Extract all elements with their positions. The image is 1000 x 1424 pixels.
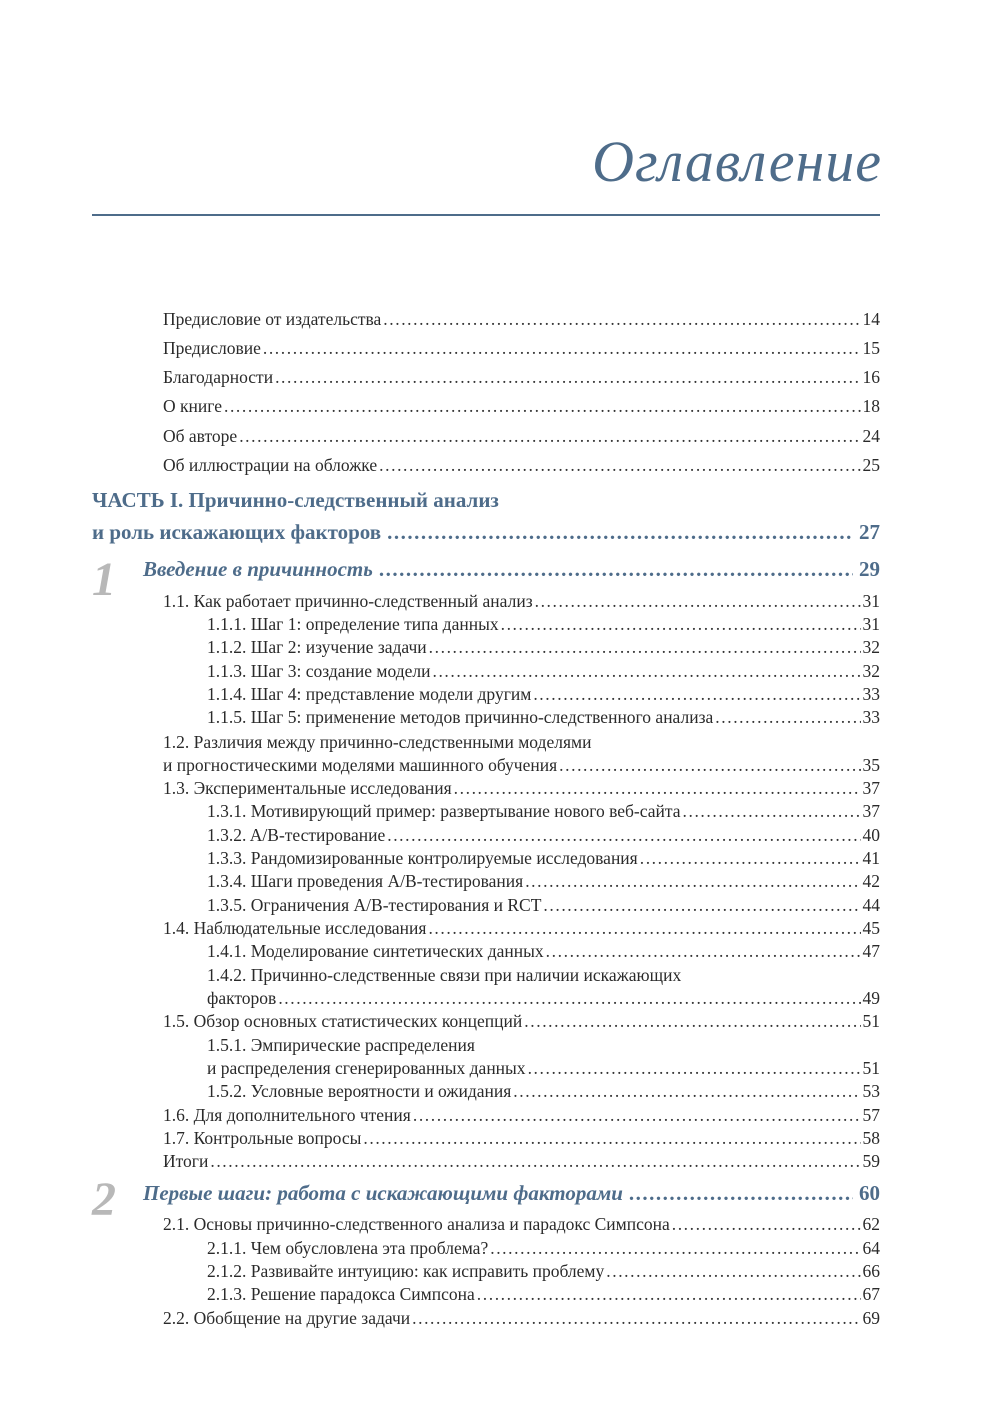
toc-entry[interactable] <box>163 916 880 940</box>
leader-dots <box>715 705 860 729</box>
toc-entry[interactable] <box>207 939 880 963</box>
toc-entry-label: 2.1.2. Развивайте интуицию: как исправить проблему <box>207 1261 605 1281</box>
toc-entry-page: 47 <box>862 941 880 961</box>
leader-dots <box>239 424 860 448</box>
toc-entry[interactable] <box>163 1103 880 1127</box>
toc-entry[interactable] <box>207 869 880 893</box>
toc-entry-label: 2.1.1. Чем обусловлена эта проблема? <box>207 1238 489 1258</box>
leader-dots <box>559 753 860 777</box>
leader-dots <box>533 682 860 706</box>
toc-entry-page: 14 <box>862 309 880 329</box>
toc-entry-label: и прогностическими моделями машинного обучения <box>163 755 558 775</box>
leader-dots <box>528 1056 861 1080</box>
leader-dots <box>606 1259 860 1283</box>
leader-dots <box>387 517 853 547</box>
toc-entry-page: 32 <box>862 661 880 681</box>
toc-entry-label: Предисловие <box>163 338 261 358</box>
toc-entry-label: Предисловие от издательства <box>163 309 382 329</box>
toc-entry[interactable] <box>163 589 880 613</box>
toc-entry-label: 1.4.1. Моделирование синтетических данных <box>207 941 544 961</box>
toc-entry-page: 37 <box>862 778 880 798</box>
toc-entry[interactable] <box>163 1009 880 1033</box>
toc-entry-page: 15 <box>862 338 880 358</box>
toc-entry-label: 1.3.3. Рандомизированные контролируемые исследования <box>207 848 638 868</box>
toc-entry-label: 2.1. Основы причинно-следственного анализа и парадокс Симпсона <box>163 1214 670 1234</box>
toc-entry-page: 51 <box>862 1058 880 1078</box>
leader-dots <box>210 1149 860 1173</box>
toc-entry-page: 62 <box>862 1214 880 1234</box>
toc-entry-first-line[interactable]: 1.2. Различия между причинно-следственными моделями <box>163 732 592 752</box>
toc-entry-page: 31 <box>862 591 880 611</box>
toc-entry[interactable] <box>207 659 880 683</box>
toc-entry-label: 1.1.5. Шаг 5: применение методов причинно-следственного анализа <box>207 707 714 727</box>
leader-dots <box>428 916 860 940</box>
chapter-page: 60 <box>859 1181 880 1205</box>
chapter-number: 1 <box>92 553 116 606</box>
toc-entry-page: 66 <box>862 1261 880 1281</box>
leader-dots <box>278 986 860 1010</box>
toc-entry[interactable] <box>207 1259 880 1283</box>
toc-entry-label: 2.1.3. Решение парадокса Симпсона <box>207 1284 475 1304</box>
leader-dots <box>275 365 860 389</box>
leader-dots <box>387 823 860 847</box>
toc-entry-page: 41 <box>862 848 880 868</box>
toc-entry-label: факторов <box>207 988 277 1008</box>
toc-entry[interactable] <box>163 453 880 477</box>
leader-dots <box>524 1009 860 1033</box>
part-heading-row[interactable] <box>92 517 880 547</box>
toc-entry-page: 59 <box>862 1151 880 1171</box>
toc-entry-label: 1.3.4. Шаги проведения A/B-тестирования <box>207 871 524 891</box>
toc-entry-label: О книге <box>163 396 222 416</box>
toc-entry[interactable] <box>163 394 880 418</box>
chapter-heading[interactable] <box>143 554 880 584</box>
toc-entry-page: 45 <box>862 918 880 938</box>
chapter-heading[interactable] <box>143 1178 880 1208</box>
toc-entry-page: 64 <box>862 1238 880 1258</box>
leader-dots <box>672 1212 861 1236</box>
toc-entry[interactable] <box>163 336 880 360</box>
toc-entry[interactable] <box>163 424 880 448</box>
title-rule <box>92 214 880 216</box>
toc-entry[interactable] <box>163 753 880 777</box>
toc-entry-page: 53 <box>862 1081 880 1101</box>
toc-entry-label: и распределения сгенерированных данных <box>207 1058 526 1078</box>
toc-entry[interactable] <box>207 1056 880 1080</box>
toc-entry-label: 1.3. Экспериментальные исследования <box>163 778 452 798</box>
toc-entry-label: 1.1.2. Шаг 2: изучение задачи <box>207 637 427 657</box>
toc-entry-label: 1.1.1. Шаг 1: определение типа данных <box>207 614 499 634</box>
leader-dots <box>429 635 861 659</box>
leader-dots <box>535 589 861 613</box>
toc-entry-label: 1.3.2. A/B-тестирование <box>207 825 386 845</box>
toc-entry-label: Об авторе <box>163 426 238 446</box>
leader-dots <box>379 554 853 584</box>
leader-dots <box>525 869 860 893</box>
toc-entry[interactable] <box>163 365 880 389</box>
leader-dots <box>413 1103 861 1127</box>
leader-dots <box>629 1178 853 1208</box>
leader-dots <box>363 1126 860 1150</box>
leader-dots <box>543 893 860 917</box>
part-heading[interactable]: ЧАСТЬ I. Причинно-следственный анализ <box>92 488 499 512</box>
toc-entry-page: 51 <box>862 1011 880 1031</box>
toc-entry-label: 1.6. Для дополнительного чтения <box>163 1105 411 1125</box>
leader-dots <box>490 1236 860 1260</box>
toc-entry[interactable] <box>163 1306 880 1330</box>
toc-entry-page: 49 <box>862 988 880 1008</box>
toc-entry[interactable] <box>207 986 880 1010</box>
leader-dots <box>263 336 861 360</box>
toc-entry-page: 24 <box>862 426 880 446</box>
toc-entry-label: 1.7. Контрольные вопросы <box>163 1128 362 1148</box>
toc-entry-page: 44 <box>862 895 880 915</box>
toc-entry[interactable] <box>207 846 880 870</box>
part-heading-label: и роль искажающих факторов <box>92 520 382 544</box>
toc-entry-page: 33 <box>862 707 880 727</box>
leader-dots <box>454 776 861 800</box>
toc-entry-label: 1.5. Обзор основных статистических концепций <box>163 1011 523 1031</box>
leader-dots <box>224 394 861 418</box>
chapter-title: Введение в причинность <box>143 557 373 581</box>
toc-entry[interactable] <box>163 1126 880 1150</box>
toc-entry-page: 32 <box>862 637 880 657</box>
toc-entry-page: 57 <box>862 1105 880 1125</box>
toc-entry[interactable] <box>207 682 880 706</box>
leader-dots <box>477 1282 861 1306</box>
leader-dots <box>432 659 860 683</box>
toc-entry-page: 69 <box>862 1308 880 1328</box>
leader-dots <box>501 612 861 636</box>
toc-entry[interactable] <box>207 705 880 729</box>
toc-entry-page: 16 <box>862 367 880 387</box>
leader-dots <box>379 453 860 477</box>
toc-entry-page: 35 <box>862 755 880 775</box>
toc-entry-page: 33 <box>862 684 880 704</box>
chapter-number: 2 <box>92 1173 116 1226</box>
toc-entry[interactable] <box>207 799 880 823</box>
toc-entry[interactable] <box>163 1212 880 1236</box>
toc-entry-page: 42 <box>862 871 880 891</box>
toc-entry-label: 1.3.1. Мотивирующий пример: развертывание нового веб-сайта <box>207 801 681 821</box>
toc-entry-label: Итоги <box>163 1151 209 1171</box>
toc-entry-label: 1.4. Наблюдательные исследования <box>163 918 427 938</box>
leader-dots <box>640 846 861 870</box>
toc-entry-page: 37 <box>862 801 880 821</box>
leader-dots <box>412 1306 860 1330</box>
toc-entry-label: 1.1. Как работает причинно-следственный анализ <box>163 591 533 611</box>
toc-entry[interactable] <box>207 635 880 659</box>
toc-entry-label: 1.5.2. Условные вероятности и ожидания <box>207 1081 512 1101</box>
leader-dots <box>513 1079 860 1103</box>
toc-entry-label: 1.1.4. Шаг 4: представление модели другим <box>207 684 532 704</box>
toc-entry-label: Об иллюстрации на обложке <box>163 455 378 475</box>
toc-entry[interactable] <box>163 1149 880 1173</box>
toc-entry-first-line[interactable]: 1.5.1. Эмпирические распределения <box>207 1035 475 1055</box>
toc-entry-page: 40 <box>862 825 880 845</box>
toc-entry-page: 31 <box>862 614 880 634</box>
part-heading-page: 27 <box>859 520 880 544</box>
chapter-page: 29 <box>859 557 880 581</box>
leader-dots <box>683 799 861 823</box>
toc-entry-label: Благодарности <box>163 367 274 387</box>
toc-entry-label: 1.1.3. Шаг 3: создание модели <box>207 661 431 681</box>
leader-dots <box>546 939 861 963</box>
toc-entry-label: 2.2. Обобщение на другие задачи <box>163 1308 411 1328</box>
leader-dots <box>383 307 860 331</box>
toc-entry-page: 67 <box>862 1284 880 1304</box>
toc-entry[interactable] <box>163 776 880 800</box>
chapter-title: Первые шаги: работа с искажающими факторами <box>143 1181 623 1205</box>
toc-entry[interactable] <box>207 1236 880 1260</box>
toc-entry-page: 18 <box>862 396 880 416</box>
page-title: Оглавление <box>592 129 882 194</box>
toc-entry[interactable] <box>207 823 880 847</box>
toc-entry-first-line[interactable]: 1.4.2. Причинно-следственные связи при наличии искажающих <box>207 965 682 985</box>
toc-entry[interactable] <box>207 1282 880 1306</box>
toc-entry[interactable] <box>207 893 880 917</box>
toc-entry[interactable] <box>207 1079 880 1103</box>
toc-entry[interactable] <box>163 307 880 331</box>
toc-entry-page: 25 <box>862 455 880 475</box>
toc-entry[interactable] <box>207 612 880 636</box>
toc-entry-page: 58 <box>862 1128 880 1148</box>
toc-entry-label: 1.3.5. Ограничения A/B-тестирования и RCT <box>207 895 542 915</box>
